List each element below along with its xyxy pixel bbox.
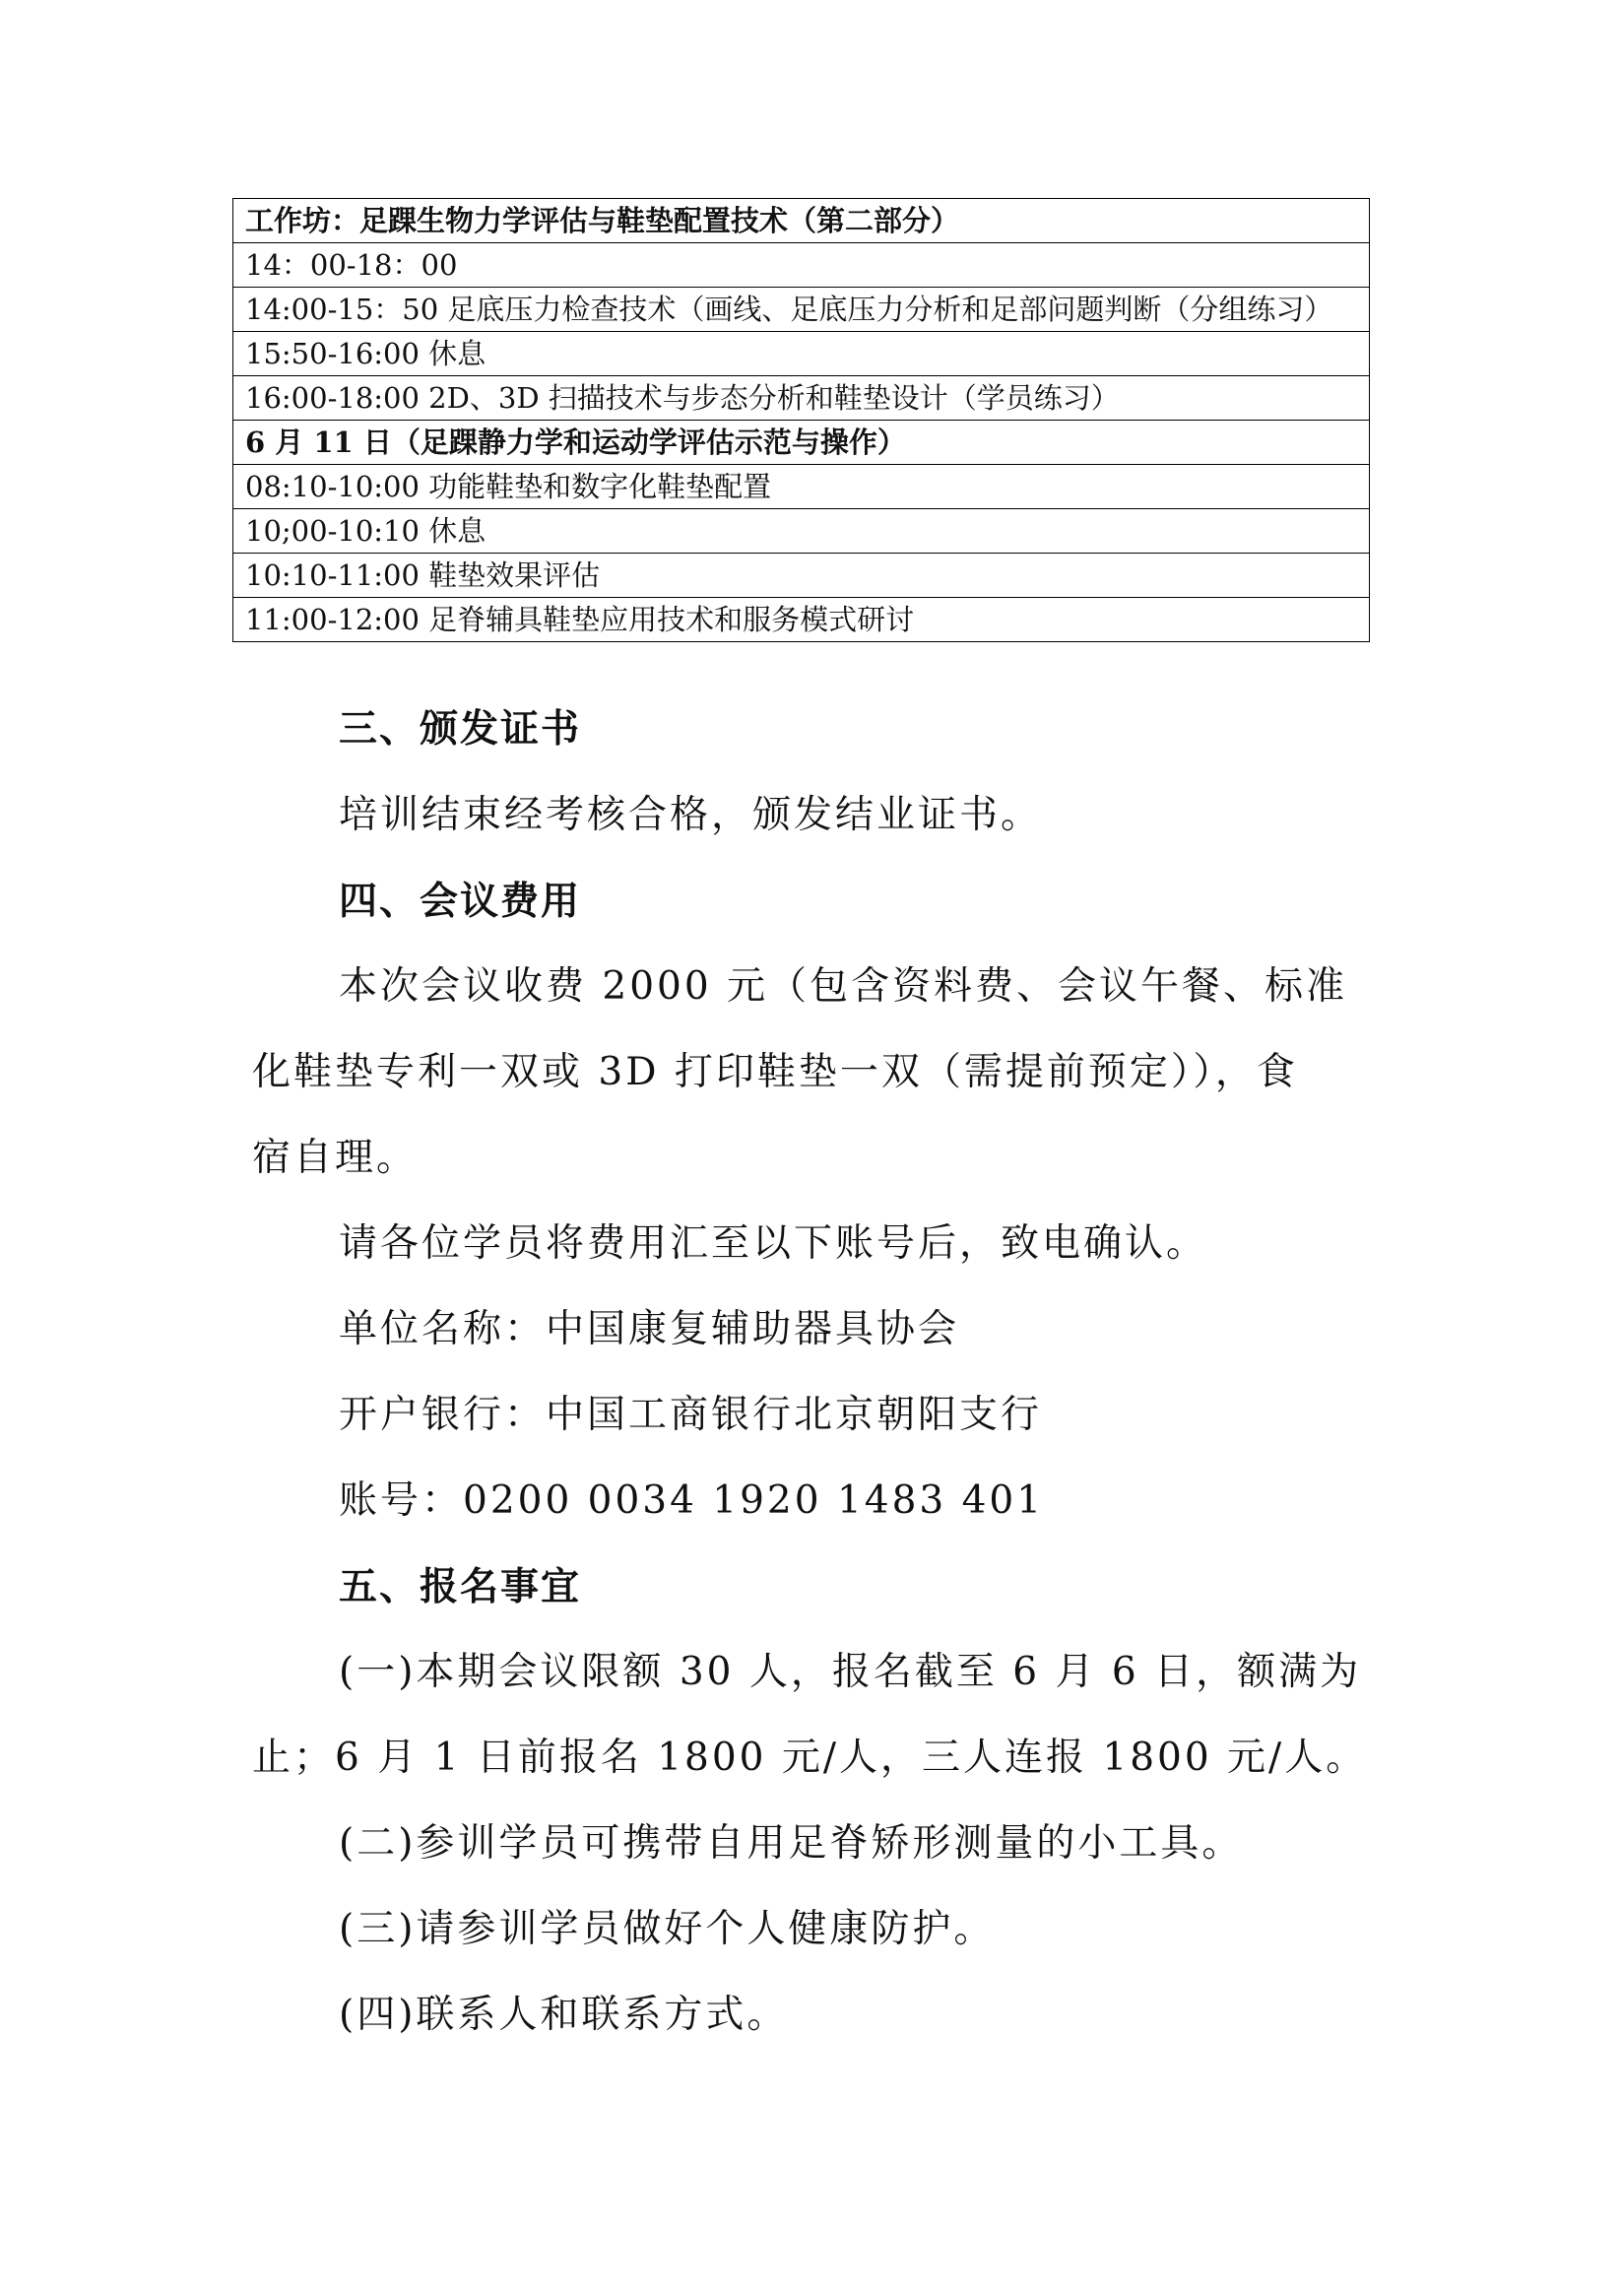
- payment-instruction: 请各位学员将费用汇至以下账号后，致电确认。: [339, 1221, 1208, 1266]
- table-row: [233, 554, 1370, 598]
- section-4-heading: 四、会议费用: [339, 879, 582, 924]
- fee-paragraph-line-2: 化鞋垫专利一双或 3D 打印鞋垫一双（需提前预定）），食: [252, 1050, 1298, 1094]
- table-row: [233, 598, 1370, 642]
- table-row: [233, 288, 1370, 332]
- account-number: 账号：0200 0034 1920 1483 401: [339, 1478, 1045, 1523]
- bank-name: 开户银行：中国工商银行北京朝阳支行: [339, 1393, 1043, 1437]
- table-cell: 10:10-11:00 鞋垫效果评估: [233, 554, 1370, 598]
- table-cell-heading: 工作坊：足踝生物力学评估与鞋垫配置技术（第二部分）: [233, 199, 1370, 243]
- table-cell: 08:10-10:00 功能鞋垫和数字化鞋垫配置: [233, 465, 1370, 509]
- table-cell: 16:00-18:00 2D、3D 扫描技术与步态分析和鞋垫设计（学员练习）: [233, 376, 1370, 421]
- registration-item-4: (四)联系人和联系方式。: [339, 1993, 789, 2037]
- table-row: [233, 199, 1370, 243]
- section-3-heading: 三、颁发证书: [339, 706, 582, 752]
- registration-item-2: (二)参训学员可携带自用足脊矫形测量的小工具。: [339, 1821, 1244, 1866]
- fee-paragraph-line-3: 宿自理。: [252, 1136, 419, 1180]
- table-cell: 11:00-12:00 足脊辅具鞋垫应用技术和服务模式研讨: [233, 598, 1370, 642]
- table-row: [233, 465, 1370, 509]
- registration-item-3: (三)请参训学员做好个人健康防护。: [339, 1907, 996, 1951]
- certificate-paragraph: 培训结束经考核合格，颁发结业证书。: [339, 793, 1043, 837]
- table-cell: 10;00-10:10 休息: [233, 509, 1370, 554]
- unit-name: 单位名称：中国康复辅助器具协会: [339, 1307, 960, 1351]
- registration-item-1-line-1: (一)本期会议限额 30 人，报名截至 6 月 6 日，额满为: [339, 1650, 1362, 1694]
- table-row: [233, 243, 1370, 288]
- fee-paragraph-line-1: 本次会议收费 2000 元（包含资料费、会议午餐、标准: [339, 964, 1348, 1009]
- table-row: [233, 509, 1370, 554]
- table-row: [233, 332, 1370, 376]
- table-cell: 14:00-15：50 足底压力检查技术（画线、足底压力分析和足部问题判断（分组练习）: [233, 288, 1370, 332]
- schedule-table: [232, 198, 1370, 642]
- table-cell-heading: 6 月 11 日（足踝静力学和运动学评估示范与操作）: [233, 421, 1370, 465]
- registration-item-1-line-2: 止；6 月 1 日前报名 1800 元/人，三人连报 1800 元/人。: [252, 1736, 1368, 1780]
- table-cell: 15:50-16:00 休息: [233, 332, 1370, 376]
- table-cell: 14：00-18：00: [233, 243, 1370, 288]
- table-row: [233, 376, 1370, 421]
- section-5-heading: 五、报名事宜: [339, 1564, 582, 1609]
- table-row: [233, 421, 1370, 465]
